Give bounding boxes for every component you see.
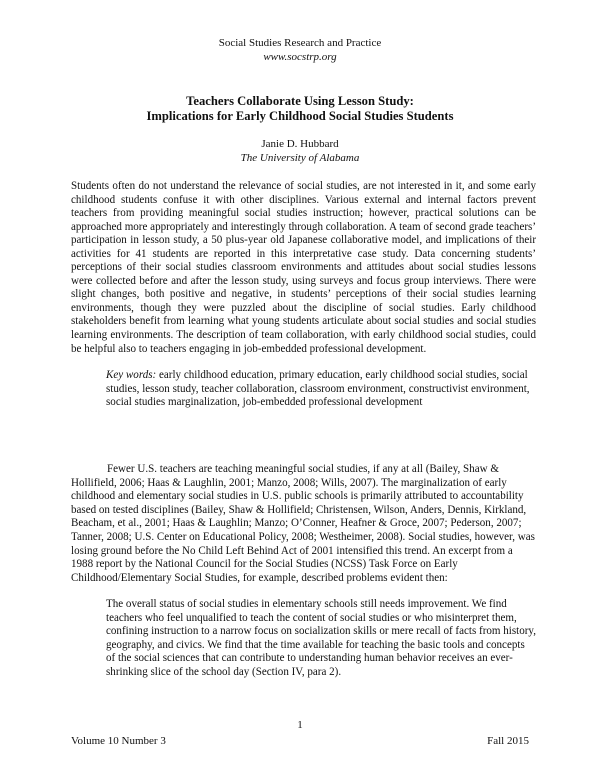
journal-url[interactable]: www.socstrp.org — [263, 51, 337, 63]
issue-date: Fall 2015 — [487, 735, 529, 747]
page-number: 1 — [297, 719, 303, 731]
author-affiliation: The University of Alabama — [240, 152, 360, 164]
title-line-2: Implications for Early Childhood Social Studies Students — [146, 109, 454, 123]
author-block — [0, 137, 600, 165]
volume-issue: Volume 10 Number 3 — [71, 735, 166, 747]
abstract-text: Students often do not understand the relevance of social studies, are not interested in it, and some early childhood students confuse it with other disciplines. Various external and internal factors prevent teachers from providing meaningful social studies instruction; however, practical solutions can be approached more appropriately and interestingly through collaboration. A team of second grade teachers’ participation in lesson study, a 50 plus-year old Japanese collaborative model, and implications of their activities for 41 students are reported in this interpretative case study. Data concerning students’ perceptions of their social studies classroom environments and attitudes about social studies lessons were collected before and after the lesson study, using surveys and focus group interviews. There were slight changes, both positive and negative, in students’ perceptions of their social studies learning environments, though they were puzzled about the discipline of social studies. Early childhood stakeholders benefit from learning what young students articulate about social studies and social studies learning environments. The description of team collaboration, with early childhood social studies, could be helpful also to teachers engaging in job-embedded professional development. — [71, 180, 536, 355]
title-line-1: Teachers Collaborate Using Lesson Study: — [186, 94, 414, 108]
author-name: Janie D. Hubbard — [261, 138, 339, 150]
keywords — [106, 369, 536, 410]
article-title — [0, 94, 600, 124]
body-paragraph: Fewer U.S. teachers are teaching meaningful social studies, if any at all (Bailey, Shaw & Hollifield, 2006; Haas & Laughlin, 2001; Manzo, 2008; Wills, 2007). The marginalization of early childhood and elementary social studies in U.S. public schools is primarily attributed to accountability based on tested disciplines (Bailey, Shaw & Hollifield; Christensen, Wilson, Anders, Dennis, Kirkland, Beacham, et al., 2001; Haas & Laughlin; Manzo; O’Conner, Heafner & Groce, 2007; Pederson, 2007; Tanner, 2008; U.S. Center on Educational Policy, 2008; Westheimer, 2008). Social studies, however, was losing ground before the No Child Left Behind Act of 2001 intensified this trend. An excerpt from a 1988 report by the National Council for the Social Studies (NCSS) Task Force on Early Childhood/Elementary Social Studies, for example, described problems evident then: — [71, 463, 535, 584]
keywords-label: Key words: — [106, 369, 157, 381]
keywords-text: early childhood education, primary education, early childhood social studies, social studies, lesson study, teacher collaboration, classroom environment, constructivist environment, social studies marginalization, job-embedded professional development — [106, 369, 530, 408]
journal-name: Social Studies Research and Practice — [218, 37, 382, 49]
block-quote: The overall status of social studies in elementary schools still needs improvement. We find teachers who feel unqualified to teach the content of social studies or who misinterpret them, confining instruction to a narrow focus on socialization skills or mere recall of facts from history, geography, and civics. We find that the time available for teaching the basic tools and concepts of the social sciences that can contribute to understanding human behavior receives an ever-shrinking slice of the school day (Section IV, para 2). — [106, 598, 536, 678]
